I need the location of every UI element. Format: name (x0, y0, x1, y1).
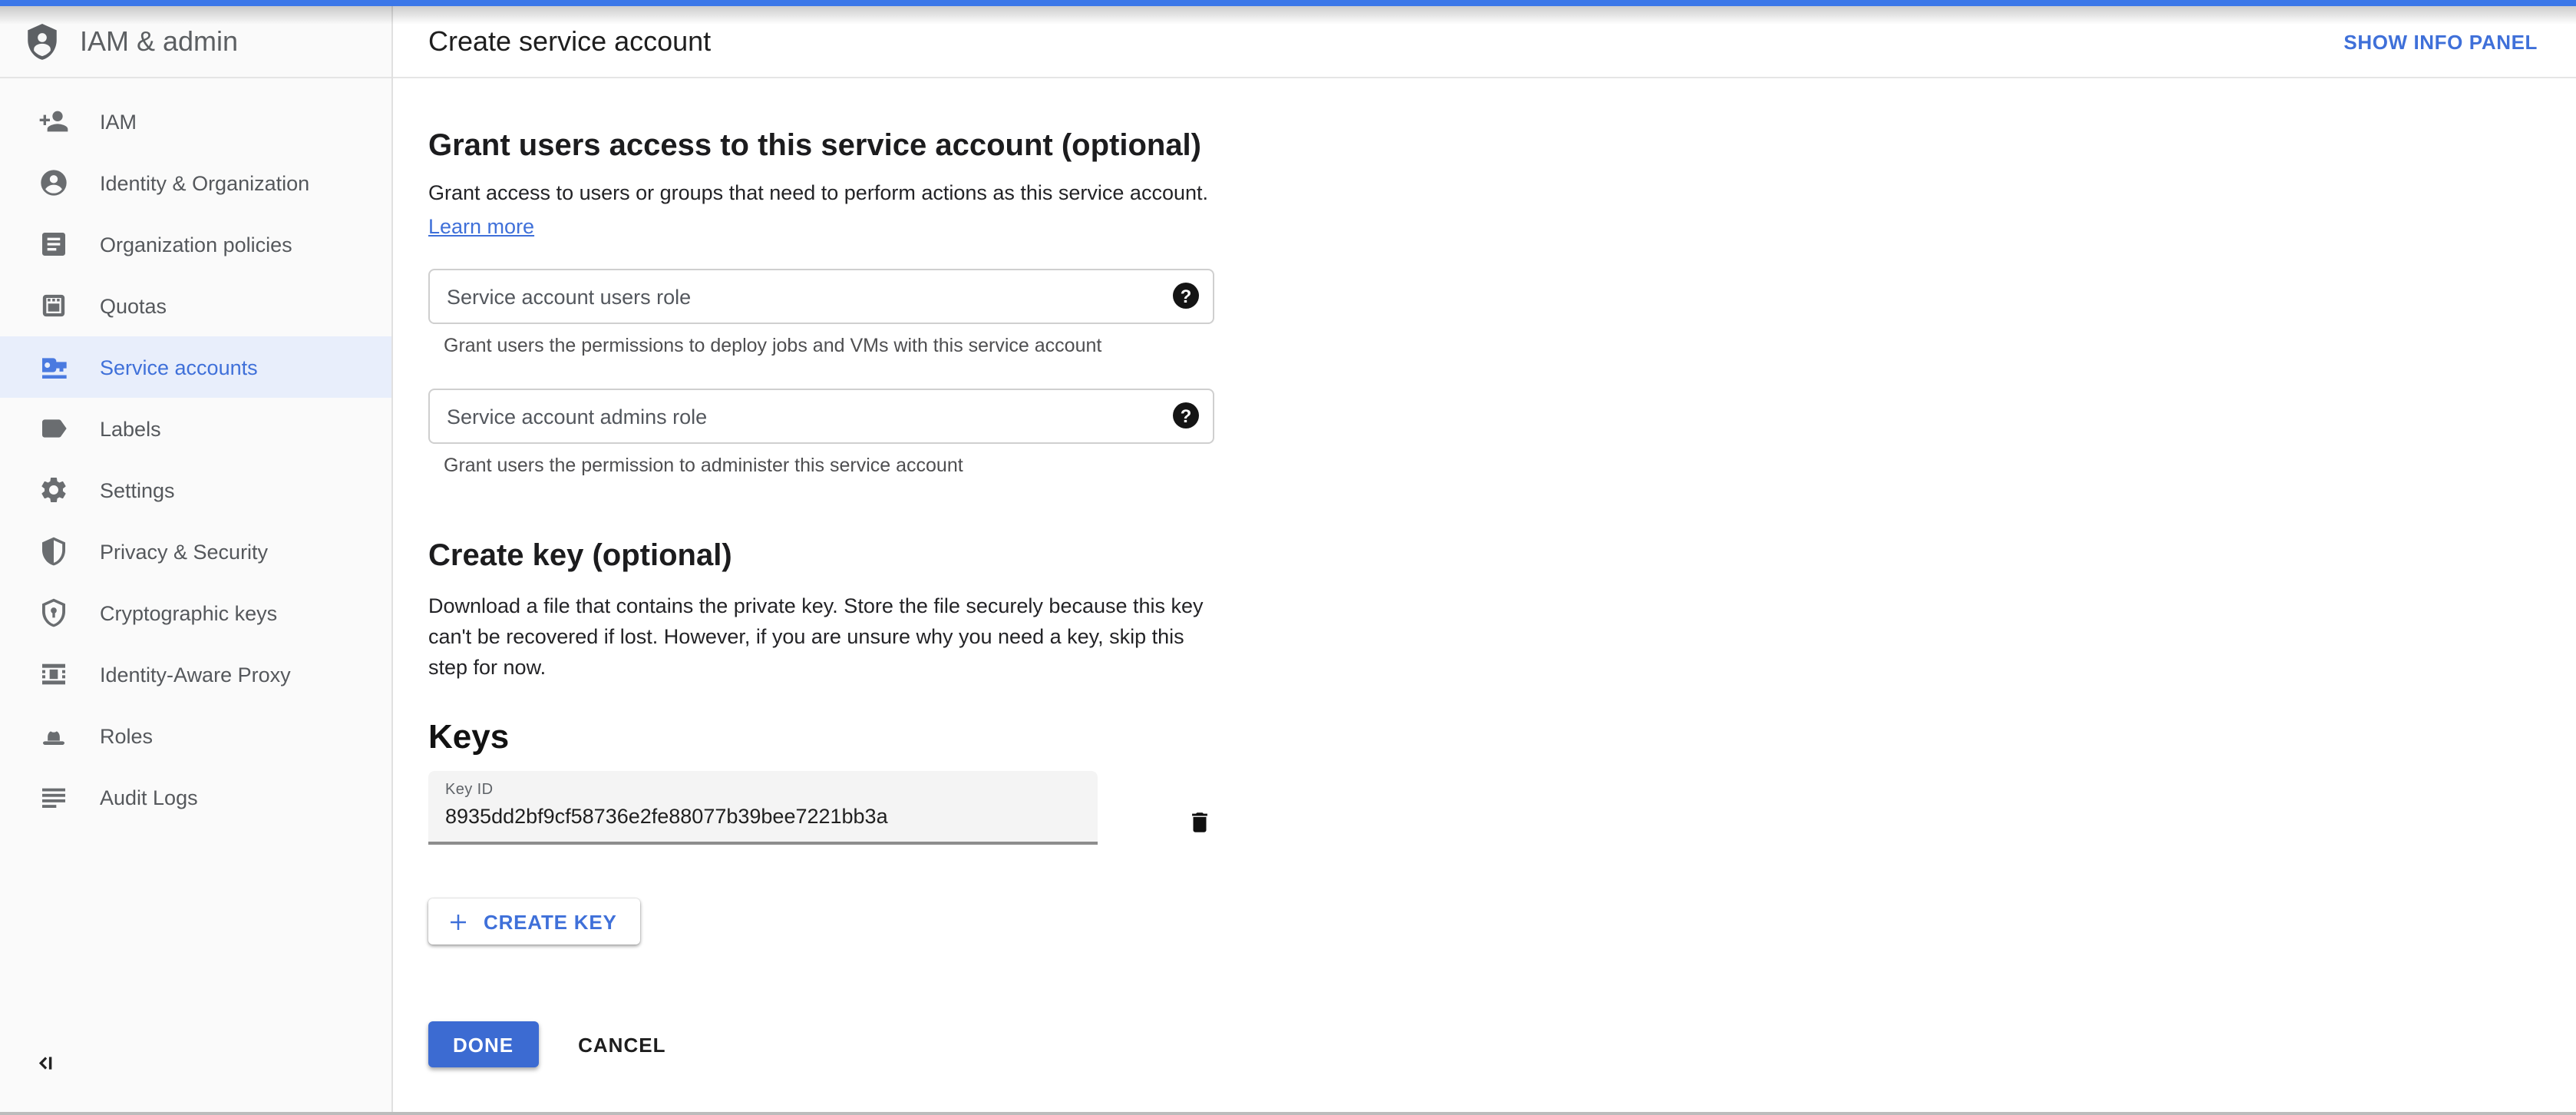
shield-key-icon (38, 597, 69, 628)
sidebar-item-identity-organization[interactable]: Identity & Organization (0, 152, 391, 213)
shield-person-icon (23, 21, 61, 62)
sidebar-item-service-accounts[interactable]: Service accounts (0, 336, 391, 398)
service-account-admins-role-field (428, 389, 1214, 444)
done-button[interactable]: DONE (428, 1021, 538, 1067)
grant-access-description: Grant access to users or groups that need to perform actions as this service account. (428, 181, 1208, 204)
sidebar-nav (0, 78, 391, 828)
learn-more-link[interactable]: Learn more (428, 215, 535, 238)
hat-icon (38, 720, 69, 751)
delete-key-button[interactable] (1185, 809, 1213, 837)
sidebar-item-privacy-security[interactable]: Privacy & Security (0, 521, 391, 582)
admins-role-question-mark-icon[interactable] (1173, 402, 1199, 428)
admins-role-helper-text: Grant users the permission to administer this service account (444, 455, 963, 476)
gear-icon (38, 475, 69, 505)
create-key-heading: Create key (optional) (428, 539, 732, 573)
page-title: Create service account (428, 25, 712, 56)
show-info-panel-button[interactable]: SHOW INFO PANEL (2343, 30, 2538, 53)
person-add-icon (38, 106, 69, 137)
cancel-button[interactable]: CANCEL (578, 1033, 666, 1056)
keys-heading: Keys (428, 717, 510, 756)
key-id-value: 8935dd2bf9cf58736e2fe88077b39bee7221bb3a (445, 805, 888, 828)
sidebar (0, 6, 393, 1112)
sidebar-title: IAM & admin (80, 25, 239, 56)
sidebar-item-quotas[interactable]: Quotas (0, 275, 391, 336)
plus-icon (447, 910, 470, 933)
create-key-button-label: CREATE KEY (484, 910, 617, 933)
trash-icon (1186, 817, 1212, 840)
service-account-admins-role-input[interactable] (428, 389, 1214, 444)
sidebar-item-iam[interactable]: IAM (0, 91, 391, 152)
main-header (393, 6, 2576, 78)
sidebar-item-audit-logs[interactable]: Audit Logs (0, 766, 391, 828)
create-key-description: Download a file that contains the private key. Store the file securely because this key can't be recovered if lost. However, if you are unsure why you need a key, skip this step for now. (428, 594, 1204, 679)
sidebar-item-identity-aware-proxy[interactable]: Identity-Aware Proxy (0, 644, 391, 705)
key-id-label: Key ID (445, 782, 494, 799)
bottom-border (0, 1112, 2576, 1115)
shield-half-icon (38, 536, 69, 567)
app-top-bar (0, 0, 2576, 6)
key-icon (38, 352, 69, 382)
list-lines-icon (38, 782, 69, 812)
sidebar-item-organization-policies[interactable]: Organization policies (0, 213, 391, 275)
collapse-left-icon (32, 1060, 60, 1083)
sidebar-item-cryptographic-keys[interactable]: Cryptographic keys (0, 582, 391, 644)
key-id-field (428, 771, 1098, 845)
create-key-button[interactable] (428, 898, 640, 945)
account-circle-icon (38, 167, 69, 198)
quota-icon (38, 290, 69, 321)
users-role-question-mark-icon[interactable] (1173, 283, 1199, 309)
proxy-strip-icon (38, 659, 69, 690)
service-account-users-role-input[interactable] (428, 269, 1214, 324)
sidebar-item-settings[interactable]: Settings (0, 459, 391, 521)
collapse-sidebar-button[interactable] (32, 1050, 60, 1078)
document-icon (38, 229, 69, 260)
service-account-users-role-field (428, 269, 1214, 324)
sidebar-item-labels[interactable]: Labels (0, 398, 391, 459)
sidebar-item-roles[interactable]: Roles (0, 705, 391, 766)
users-role-helper-text: Grant users the permissions to deploy jobs and VMs with this service account (444, 335, 1102, 356)
sidebar-header (0, 6, 391, 78)
form-actions (428, 1021, 2576, 1067)
key-row (428, 771, 2576, 845)
grant-access-heading: Grant users access to this service account (optional) (428, 129, 1201, 163)
label-tag-icon (38, 413, 69, 444)
main-content (393, 78, 2576, 1112)
